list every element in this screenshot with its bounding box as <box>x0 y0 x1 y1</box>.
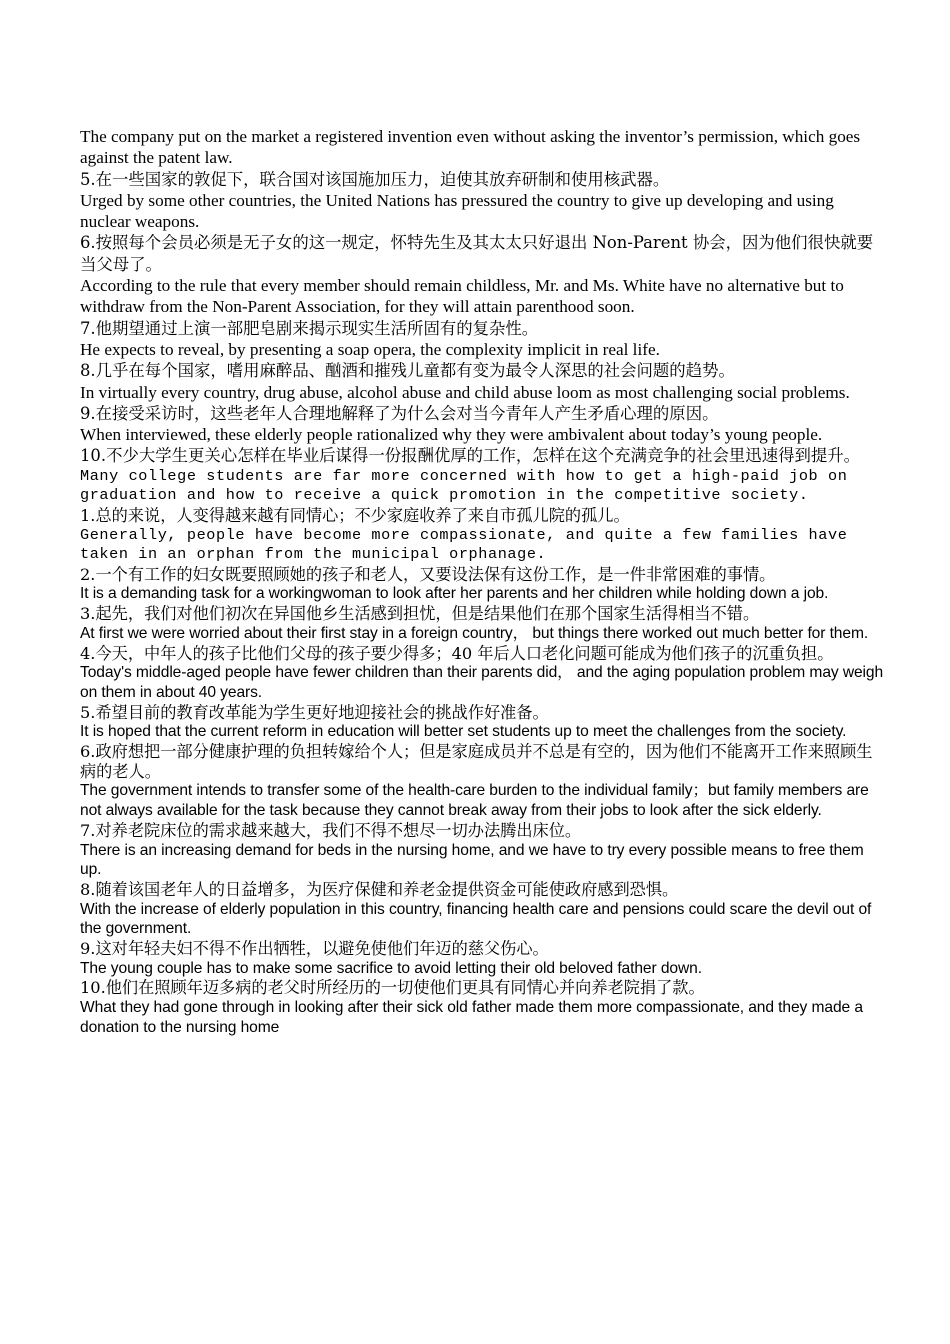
chinese-sentence: 10.不少大学生更关心怎样在毕业后谋得一份报酬优厚的工作，怎样在这个充满竞争的社会里迅速得到提升。 <box>80 446 861 466</box>
english-translation: With the increase of elderly population in this country, financing health care and pensions could scare the devil out of the government. <box>80 900 872 938</box>
section-a <box>80 126 885 467</box>
english-translation: He expects to reveal, by presenting a soap opera, the complexity implicit in real life. <box>80 339 660 359</box>
english-translation: Today's middle-aged people have fewer children than their parents did， and the aging population problem may weigh on them in about 40 years. <box>80 664 884 701</box>
chinese-sentence: 2.一个有工作的妇女既要照顾她的孩子和老人，又要设法保有这份工作，是一件非常困难的事情。 <box>80 564 776 584</box>
english-translation: According to the rule that every member should remain childless, Mr. and Ms. White have no alternative but to withdraw from the Non-Parent Association, for they will attain parenthood soon. <box>80 276 844 317</box>
chinese-sentence: 8.随着该国老年人的日益增多，为医疗保健和养老金提供资金可能使政府感到恐惧。 <box>80 879 679 899</box>
english-translation: The company put on the market a registered invention even without asking the inventor’s permission, which goes against the patent law. <box>80 127 861 168</box>
english-translation: The government intends to transfer some of the health-care burden to the individual family；but family members are not always available for the task because they cannot break away from their jobs to look after the sick elderly. <box>80 782 869 820</box>
english-translation: Many college students are far more concerned with how to get a high-paid job on graduation and how to receive a quick promotion in the competitive society. <box>80 466 848 505</box>
chinese-sentence: 5.希望目前的教育改革能为学生更好地迎接社会的挑战作好准备。 <box>80 702 549 722</box>
english-translation: In virtually every country, drug abuse, alcohol abuse and child abuse loom as most challenging social problems. <box>80 382 850 402</box>
chinese-sentence: 7.对养老院床位的需求越来越大，我们不得不想尽一切办法腾出床位。 <box>80 820 582 840</box>
chinese-sentence: 9.这对年轻夫妇不得不作出牺牲，以避免使他们年迈的慈父伤心。 <box>80 939 549 959</box>
section-b <box>80 467 885 565</box>
english-translation: Generally, people have become more compassionate, and quite a few families have taken in an orphan from the municipal orphanage. <box>80 525 848 564</box>
chinese-sentence: 1.总的来说，人变得越来越有同情心；不少家庭收养了来自市孤儿院的孤儿。 <box>80 505 630 525</box>
chinese-sentence: 5.在一些国家的敦促下，联合国对该国施加压力，迫使其放弃研制和使用核武器。 <box>80 169 670 189</box>
chinese-sentence: 9.在接受采访时，这些老年人合理地解释了为什么会对当今青年人产生矛盾心理的原因。 <box>80 403 719 423</box>
english-translation: It is a demanding task for a workingwoman to look after her parents and her children while holding down a job. <box>80 585 829 603</box>
english-translation: It is hoped that the current reform in education will better set students up to meet the challenges from the society. <box>80 723 847 741</box>
english-translation: There is an increasing demand for beds in the nursing home, and we have to try every possible means to free them up. <box>80 841 864 879</box>
chinese-sentence: 6.按照每个会员必须是无子女的这一规定，怀特先生及其太太只好退出 Non-Parent 协会，因为他们很快就要当父母了。 <box>80 233 874 274</box>
chinese-sentence: 6.政府想把一部分健康护理的负担转嫁给个人；但是家庭成员并不总是有空的，因为他们不能离开工作来照顾生病的老人。 <box>80 742 873 781</box>
english-translation: What they had gone through in looking after their sick old father made them more compassionate, and they made a donation to the nursing home <box>80 999 863 1036</box>
chinese-sentence: 3.起先，我们对他们初次在异国他乡生活感到担忧，但是结果他们在那个国家生活得相当不错。 <box>80 604 760 624</box>
english-translation: When interviewed, these elderly people rationalized why they were ambivalent about today’s young people. <box>80 425 823 445</box>
english-translation: Urged by some other countries, the United Nations has pressured the country to give up developing and using nuclear weapons. <box>80 190 834 232</box>
chinese-sentence: 10.他们在照顾年迈多病的老父时所经历的一切使他们更具有同情心并向养老院捐了款。 <box>80 978 705 998</box>
section-c <box>80 565 885 1038</box>
english-translation: The young couple has to make some sacrifice to avoid letting their old beloved father down. <box>80 959 702 977</box>
english-translation: At first we were worried about their first stay in a foreign country， but things there worked out much better for them. <box>80 624 869 642</box>
chinese-sentence: 7.他期望通过上演一部肥皂剧来揭示现实生活所固有的复杂性。 <box>80 318 539 338</box>
document-page <box>80 126 885 1038</box>
chinese-sentence: 4.今天，中年人的孩子比他们父母的孩子要少得多；40 年后人口老化问题可能成为他们孩子的沉重负担。 <box>80 643 834 663</box>
chinese-sentence: 8.几乎在每个国家，嗜用麻醉品、酗酒和摧残儿童都有变为最令人深思的社会问题的趋势。 <box>80 361 735 381</box>
